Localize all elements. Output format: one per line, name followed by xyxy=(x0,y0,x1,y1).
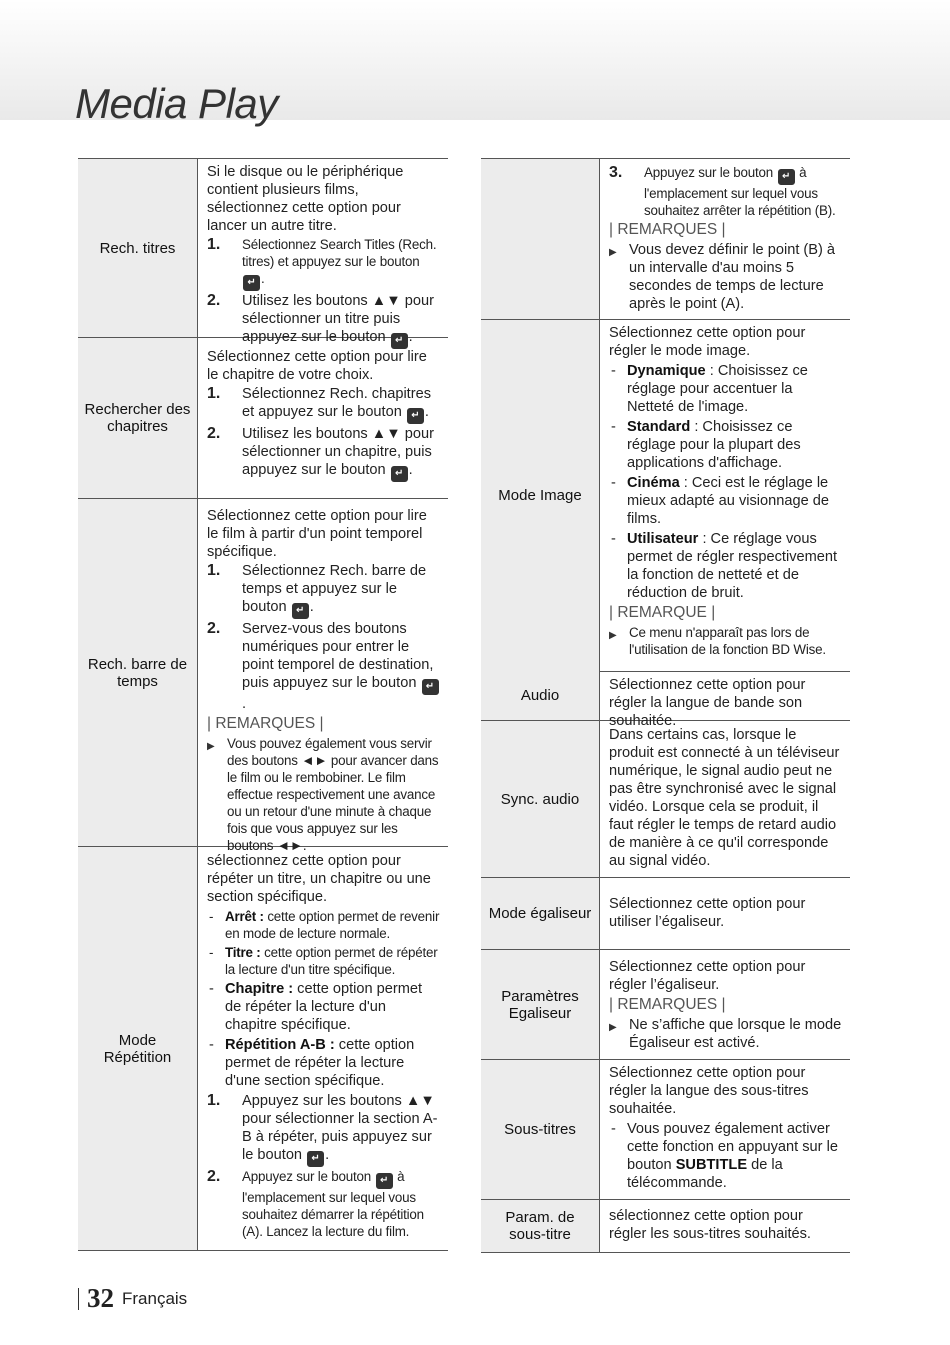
row-repetition-continued xyxy=(481,159,850,320)
remarks-heading: | REMARQUES | xyxy=(207,715,324,732)
step-text: Sélectionnez Rech. barre de temps et appuyez sur le bouton xyxy=(242,563,427,615)
row-description xyxy=(600,1060,850,1199)
enter-button-icon: ↵ xyxy=(292,603,309,619)
term-text: de la télécommande. xyxy=(627,1157,783,1191)
step-text: Sélectionnez Search Titles (Rech. titres) et appuyez sur le bouton xyxy=(242,237,437,269)
row-sous-titres xyxy=(481,1060,850,1200)
row-parametres-egaliseur xyxy=(481,950,850,1060)
row-label: Mode égaliseur xyxy=(481,878,600,949)
dash-item: - Cinéma : Ceci est le réglage le mieux adapté au visionnage de films. xyxy=(611,475,830,527)
step-text: à l'emplacement sur lequel vous souhaitez démarrer la répétition (A). Lancez la lecture du film. xyxy=(242,1169,424,1239)
note-text: Vous pouvez également vous servir des boutons ◄► pour avancer dans le film ou le rembobiner. Le film effectue respectivement une avance ou un retour d'une minute à chaque fois que vous appuyez sur les boutons ◄►. xyxy=(227,736,439,853)
row-repetition xyxy=(78,847,448,1251)
step: 1. Sélectionnez Search Titles (Rech. titres) et appuyez sur le bouton ↵ . xyxy=(207,236,440,291)
step-text: Sélectionnez Rech. chapitres et appuyez sur le bouton xyxy=(242,386,432,420)
remark-heading: | REMARQUE | xyxy=(609,604,716,621)
step: 1. Sélectionnez Rech. chapitres et appuyez sur le bouton ↵ . xyxy=(207,385,440,424)
step xyxy=(609,164,842,219)
page-footer xyxy=(78,1283,187,1314)
row-sync-audio xyxy=(481,721,850,878)
row-label: Paramètres Egaliseur xyxy=(481,950,600,1059)
step: 2. Utilisez les boutons ▲▼ pour sélectionner un titre puis appuyez sur le bouton ↵ . xyxy=(207,292,440,349)
row-description: sélectionnez cette option pour régler les sous-titres souhaités. xyxy=(609,1208,811,1242)
step-number: 1. xyxy=(207,562,221,579)
step-number: 2. xyxy=(207,1168,221,1185)
row-rech-chapitres xyxy=(78,338,448,499)
row-label: Sous-titres xyxy=(481,1060,600,1199)
triangle-bullet-icon: ▶ xyxy=(207,741,215,752)
dash-item: - Standard : Choisissez ce réglage pour la plupart des applications d'affichage. xyxy=(611,419,801,471)
note xyxy=(609,624,842,658)
term-text: cette option permet de répéter la lecture d'une section spécifique. xyxy=(225,1037,415,1089)
dash-item: - Dynamique : Choisissez ce réglage pour accentuer la Netteté de l'image. xyxy=(611,363,808,415)
step-number: 1. xyxy=(207,385,221,402)
step: 2. Servez-vous des boutons numériques pour entrer le point temporel de destination, puis appuyez sur le bouton ↵. xyxy=(207,620,440,713)
row-audio xyxy=(481,670,850,729)
enter-button-icon: ↵ xyxy=(307,1151,324,1167)
remarks-heading: | REMARQUES | xyxy=(609,221,726,238)
page-language: Français xyxy=(122,1288,188,1308)
term: Arrêt : xyxy=(225,909,264,924)
step-text: Utilisez les boutons ▲▼ pour sélectionner un chapitre, puis appuyez sur le bouton xyxy=(242,426,434,478)
enter-button-icon: ↵ xyxy=(376,1173,393,1189)
step-number: 2. xyxy=(207,425,221,442)
intro-text: Sélectionnez cette option pour régler le mode image. xyxy=(609,325,806,359)
enter-button-icon: ↵ xyxy=(391,466,408,482)
row-label: Rech. titres xyxy=(78,159,198,337)
triangle-bullet-icon: ▶ xyxy=(609,247,617,258)
row-description xyxy=(198,159,448,346)
intro-text: Si le disque ou le périphérique contient plusieurs films, sélectionnez cette option pour lancer un autre titre. xyxy=(207,164,404,234)
button-name: SUBTITLE xyxy=(675,1157,748,1173)
row-label-empty xyxy=(481,159,600,319)
enter-button-icon: ↵ xyxy=(243,275,260,291)
row-rech-titres xyxy=(78,158,448,346)
step-number: 3. xyxy=(609,164,623,181)
dash-item: - Arrêt : cette option permet de revenir en mode de lecture normale. xyxy=(209,909,440,941)
step-text: à l'emplacement sur lequel vous souhaitez arrêter la répétition (B). xyxy=(644,165,836,218)
left-table xyxy=(78,158,448,1251)
dash-item: - Répétition A-B : cette option permet de répéter la lecture d'une section spécifique. xyxy=(209,1037,415,1089)
enter-button-icon: ↵ xyxy=(422,679,439,695)
term-text: : Ce réglage vous permet de régler respectivement la fonction de netteté et de réduction de bruit. xyxy=(627,531,838,601)
intro-text: sélectionnez cette option pour répéter un titre, un chapitre ou une section spécifique. xyxy=(207,853,431,905)
row-description xyxy=(600,320,850,671)
row-description xyxy=(600,159,850,319)
note xyxy=(609,1016,842,1052)
step-number: 2. xyxy=(207,620,221,637)
step-number: 1. xyxy=(207,1092,221,1109)
row-description xyxy=(198,499,448,853)
row-description xyxy=(600,950,850,1059)
enter-button-icon: ↵ xyxy=(391,333,408,349)
row-description xyxy=(198,847,448,1250)
term-text: : Choisissez ce réglage pour accentuer la Netteté de l'image. xyxy=(627,363,808,415)
dash-item: - Utilisateur : Ce réglage vous permet de régler respectivement la fonction de netteté et de réduction de bruit. xyxy=(611,531,838,601)
step-number: 1. xyxy=(207,236,221,253)
step: 2. Utilisez les boutons ▲▼ pour sélectionner un chapitre, puis appuyez sur le bouton ↵ . xyxy=(207,425,440,482)
row-rech-temps xyxy=(78,499,448,853)
remarks-heading: | REMARQUES | xyxy=(609,996,726,1013)
term-text: : Choisissez ce réglage pour la plupart des applications d'affichage. xyxy=(627,419,801,471)
row-label: Audio xyxy=(481,670,600,720)
row-mode-egaliseur xyxy=(481,878,850,950)
term: Utilisateur xyxy=(627,531,699,547)
row-param-sous-titre xyxy=(481,1200,850,1253)
dash-item: - Chapitre : cette option permet de répéter la lecture d'un chapitre spécifique. xyxy=(209,981,423,1033)
intro-text: Sélectionnez cette option pour lire le film à partir d'un point temporel spécifique. xyxy=(207,508,427,560)
page-number: 32 xyxy=(87,1283,114,1313)
step: 1. Appuyez sur les boutons ▲▼ pour sélectionner la section A-B à répéter, puis appuyez sur le bouton ↵ . xyxy=(207,1092,440,1167)
dash-item: - Titre : cette option permet de répéter la lecture d'un titre spécifique. xyxy=(209,945,438,977)
note-text: Vous devez définir le point (B) à un intervalle d'au moins 5 secondes de temps de lecture après le point (A). xyxy=(629,242,836,312)
page-title: Media Play xyxy=(75,80,278,127)
term: Cinéma xyxy=(627,475,680,491)
note xyxy=(609,241,842,313)
row-description: Sélectionnez cette option pour régler la langue de bande son souhaitée. xyxy=(609,677,806,729)
triangle-bullet-icon: ▶ xyxy=(609,1022,617,1033)
description-text: Sélectionnez cette option pour régler la langue des sous-titres souhaitée. xyxy=(609,1065,809,1117)
triangle-bullet-icon: ▶ xyxy=(609,630,617,641)
intro-text: Sélectionnez cette option pour lire le chapitre de votre choix. xyxy=(207,349,427,383)
note-text: Ne s’affiche que lorsque le mode Égaliseur est activé. xyxy=(629,1017,842,1051)
description-text: Sélectionnez cette option pour utiliser l’égaliseur. xyxy=(609,895,806,930)
note xyxy=(207,735,440,854)
step-text: Appuyez sur le bouton xyxy=(644,165,774,180)
step-text: Servez-vous des boutons numériques pour entrer le point temporel de destination, puis appuyez sur le bouton xyxy=(242,621,434,691)
row-label: Param. de sous-titre xyxy=(481,1200,600,1252)
row-mode-image xyxy=(481,320,850,672)
right-table xyxy=(481,158,850,1253)
description-text: Sélectionnez cette option pour régler l’égaliseur. xyxy=(609,959,806,993)
term: Standard xyxy=(627,419,691,435)
row-label: Mode Image xyxy=(481,320,600,671)
note-text: Ce menu n'apparaît pas lors de l'utilisation de la fonction BD Wise. xyxy=(629,625,826,657)
term-text: cette option permet de répéter la lecture d'un titre spécifique. xyxy=(225,945,438,977)
row-label: Sync. audio xyxy=(481,721,600,877)
dash-item: - Vous pouvez également activer cette fonction en appuyant sur le bouton SUBTITLE de la télécommande. xyxy=(611,1121,838,1191)
footer-divider xyxy=(78,1288,79,1310)
row-label: Rechercher des chapitres xyxy=(78,338,198,498)
step xyxy=(207,1168,440,1240)
row-label: Mode Répétition xyxy=(78,847,198,1250)
row-description xyxy=(600,878,850,949)
term-text: cette option permet de revenir en mode de lecture normale. xyxy=(225,909,440,941)
step: 1. Sélectionnez Rech. barre de temps et appuyez sur le bouton ↵ . xyxy=(207,562,440,619)
enter-button-icon: ↵ xyxy=(778,169,795,185)
term: Répétition A-B : xyxy=(225,1037,335,1053)
step-number: 2. xyxy=(207,292,221,309)
term: Dynamique xyxy=(627,363,706,379)
row-description: Dans certains cas, lorsque le produit est connecté à un téléviseur numérique, le signal audio peut ne pas être synchronisé avec le signal vidéo. Lorsque cela se produit, il faut régler le temps de retard audio de manière à ce qu'il corresponde au signal vidéo. xyxy=(609,727,840,869)
step-text: Appuyez sur les boutons ▲▼ pour sélectionner la section A-B à répéter, puis appuyez sur le bouton xyxy=(242,1093,438,1163)
row-label: Rech. barre de temps xyxy=(78,499,198,846)
step-text: Appuyez sur le bouton xyxy=(242,1169,372,1184)
term: Chapitre : xyxy=(225,981,294,997)
term-text: : Ceci est le réglage le mieux adapté au visionnage de films. xyxy=(627,475,830,527)
term: Titre : xyxy=(225,945,261,960)
enter-button-icon: ↵ xyxy=(407,408,424,424)
step-text: Utilisez les boutons ▲▼ pour sélectionner un titre puis appuyez sur le bouton xyxy=(242,293,434,345)
term-text: Vous pouvez également activer cette fonction en appuyant sur le bouton xyxy=(627,1121,838,1173)
term-text: cette option permet de répéter la lecture d'un chapitre spécifique. xyxy=(225,981,423,1033)
row-description xyxy=(198,338,448,498)
row-mode-image-group xyxy=(481,158,850,676)
